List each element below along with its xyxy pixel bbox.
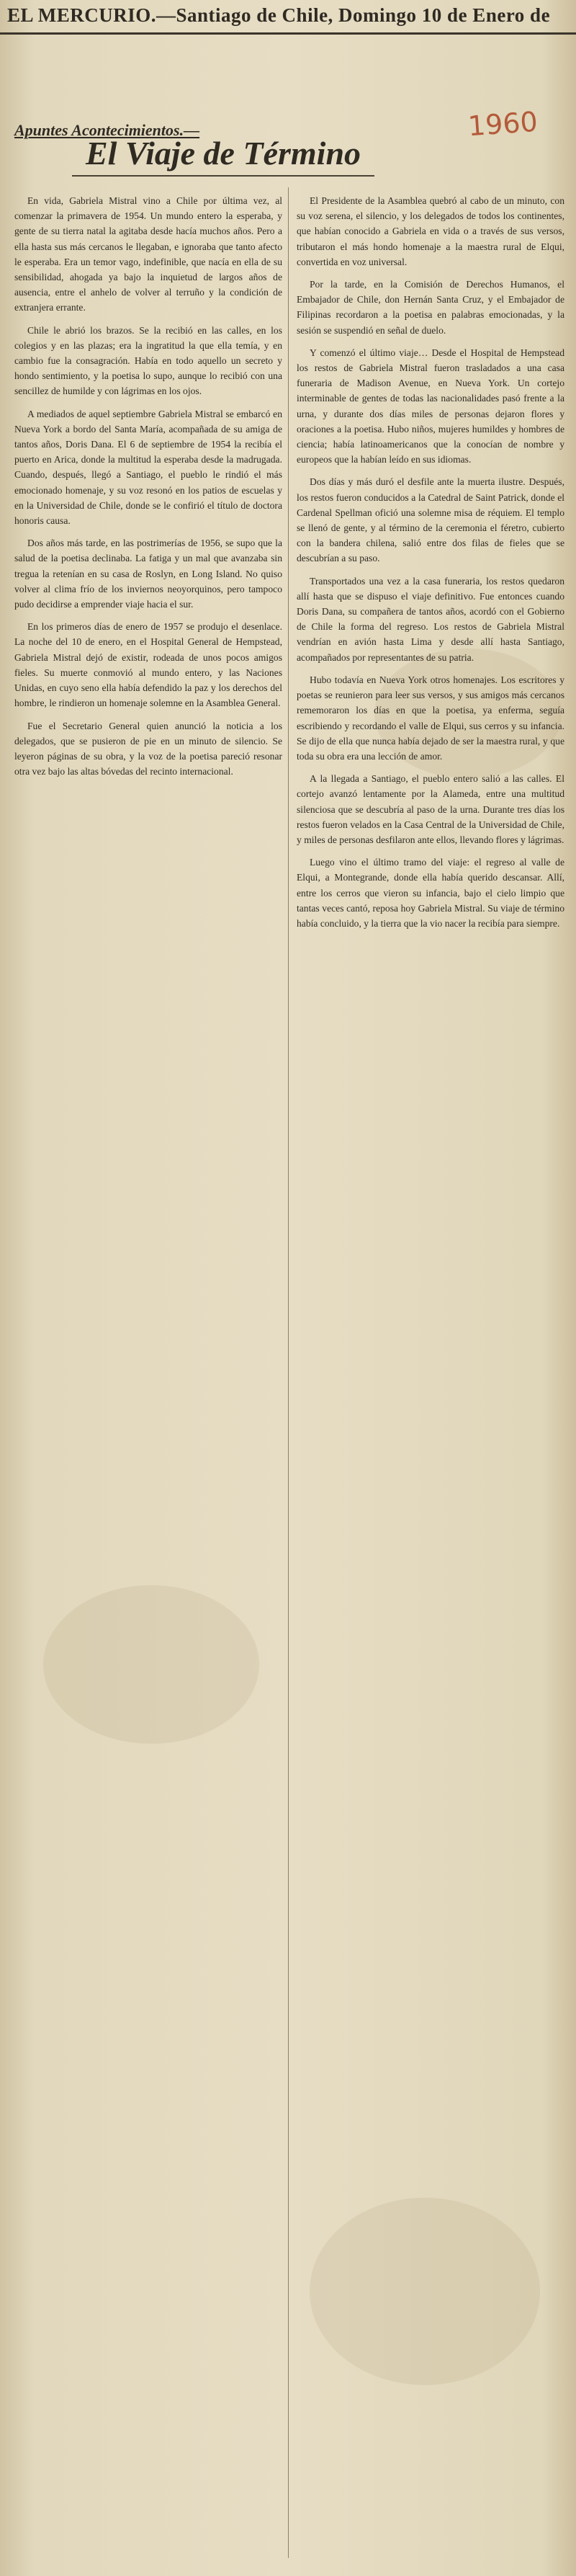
- paper-stain: [310, 2198, 540, 2385]
- paragraph: Chile le abrió los brazos. Se la recibió en las calles, en los colegios y en las plazas; era la ingratitud la que ella temía, y en cambio fue la consagración. Había en todo aquello un secreto y hondo sentimiento, y la poetisa lo supo, aunque lo recibió con una sencillez de humilde y con lágrimas en los ojos.: [14, 324, 282, 397]
- paragraph: El Presidente de la Asamblea quebró al cabo de un minuto, con su voz serena, el silencio, y los delegados de todos los continentes, que habían conocido a Gabriela en vida o a través de sus versos, tributaron el más hondo homenaje a la maestra rural de Elqui, convertida en voz universal.: [297, 195, 564, 267]
- masthead: EL MERCURIO.—Santiago de Chile, Domingo 10 de Enero de: [0, 4, 576, 35]
- column-divider: [288, 187, 289, 2558]
- paragraph: Dos días y más duró el desfile ante la muerta ilustre. Después, los restos fueron conducidos a la Catedral de Saint Patrick, donde el Cardenal Spellman ofició una solemne misa de réquiem. El templo se llenó de gente, y al término de la ceremonia el féretro, cubierto con la bandera chilena, salió entre dos filas de fieles que se descubrían a su paso.: [297, 476, 564, 564]
- paragraph: Hubo todavía en Nueva York otros homenajes. Los escritores y poetas se reunieron para leer sus versos, y sus amigos más cercanos rememoraron los días en que la poetisa, ya enferma, seguía escribiendo y recordando el valle de Elqui, sus cerros y su infancia. Se dijo de ella que nunca había dejado de ser la maestra rural, y que toda su obra era una lección de amor.: [297, 674, 564, 762]
- paragraph: En vida, Gabriela Mistral vino a Chile por última vez, al comenzar la primavera de 1954. Un mundo entero la esperaba, y gente de su tierra natal la agitaba desde hacía muchos años. Pero a ella hasta sus más cercanos le llegaban, e ignoraba que tanto afecto le esperaba. Era un temor vago, indefinible, que nacía en ella de su sensibilidad, ahogada ya bajo la inquietud de largos años de ausencia, entre el anhelo de volver al terruño y la condición de extranjera errante.: [14, 195, 282, 313]
- article-title: El Viaje de Término: [72, 134, 374, 177]
- paragraph: A mediados de aquel septiembre Gabriela Mistral se embarcó en Nueva York a bordo del Santa María, acompañada de su amiga de tantos años, Doris Dana. El 6 de septiembre de 1954 la recibía el puerto en Arica, donde la multitud la esperaba desde la madrugada. Cuando, después, llegó a Santiago, el pueblo le rindió el más emocionado homenaje, y su voz resonó en los patios de escuelas y en la Universidad de Chile, donde se le confirió el título de doctora honoris causa.: [14, 408, 282, 527]
- paragraph: Y comenzó el último viaje… Desde el Hospital de Hempstead los restos de Gabriela Mistral fueron trasladados a una casa funeraria de Madison Avenue, en Nueva York. Un cortejo interminable de gentes de todas las nacionalidades pasó frente a la urna, y durante dos días miles de personas dejaron flores y oraciones a la poetisa. Hubo niños, mujeres humildes y hombres de ciencia; había latinoamericanos que la conocían de nombre y europeos que la habían leído en sus idiomas.: [297, 347, 564, 465]
- article-kicker: Apuntes Acontecimientos.—: [14, 121, 200, 139]
- paragraph: Por la tarde, en la Comisión de Derechos Humanos, el Embajador de Chile, don Hernán Santa Cruz, y el Embajador de Filipinas recordaron a la poetisa en palabras emocionadas, y la sesión se suspendió en señal de duelo.: [297, 279, 564, 336]
- paragraph: Luego vino el último tramo del viaje: el regreso al valle de Elqui, a Montegrande, donde ella había querido descansar. Allí, entre los cerros que vieron su infancia, bajo el cielo limpio que tantas veces cantó, reposa hoy Gabriela Mistral. Su viaje de término había concluido, y la tierra que la vio nacer la recibía para siempre.: [297, 857, 564, 929]
- article-column-2: [297, 193, 564, 938]
- paragraph: Transportados una vez a la casa funeraria, los restos quedaron allí hasta que se dispuso el viaje definitivo. Fue entonces cuando Doris Dana, su compañera de tantos años, acordó con el Gobierno de Chile la forma del regreso. Los restos de Gabriela Mistral vendrían en avión hasta Lima y desde allí hasta Santiago, acompañados por representantes de su patria.: [297, 575, 564, 663]
- paragraph: Dos años más tarde, en las postrimerías de 1956, se supo que la salud de la poetisa declinaba. La fatiga y un mal que avanzaba sin tregua la retenían en su casa de Roslyn, en Long Island. No quiso volver al clima frío de los inviernos neoyorquinos, pero tampoco pudo decidirse a emprender viaje hacia el sur.: [14, 538, 282, 610]
- handwritten-year: 1960: [467, 105, 539, 143]
- paper-stain: [43, 1585, 259, 1744]
- paragraph: Fue el Secretario General quien anunció la noticia a los delegados, que se pusieron de pie en un minuto de silencio. Se leyeron páginas de su obra, y la voz de la poetisa pareció resonar otra vez bajo las altas bóvedas del recinto internacional.: [14, 720, 282, 777]
- paragraph: A la llegada a Santiago, el pueblo entero salió a las calles. El cortejo avanzó lentamente por la Alameda, entre una multitud silenciosa que se descubría al paso de la urna. Durante tres días los restos fueron velados en la Casa Central de la Universidad de Chile, y miles de personas desfilaron ante ellos, llevando flores y lágrimas.: [297, 773, 564, 845]
- article-column-1: [14, 193, 282, 786]
- paragraph: En los primeros días de enero de 1957 se produjo el desenlace. La noche del 10 de enero, en el Hospital General de Hempstead, Gabriela Mistral dejó de existir, rodeada de unos pocos amigos fieles. Su muerte conmovió al mundo entero, y las Naciones Unidas, en cuyo seno ella había defendido la paz y los derechos del hombre, le rindieron un homenaje solemne en la Asamblea General.: [14, 621, 282, 709]
